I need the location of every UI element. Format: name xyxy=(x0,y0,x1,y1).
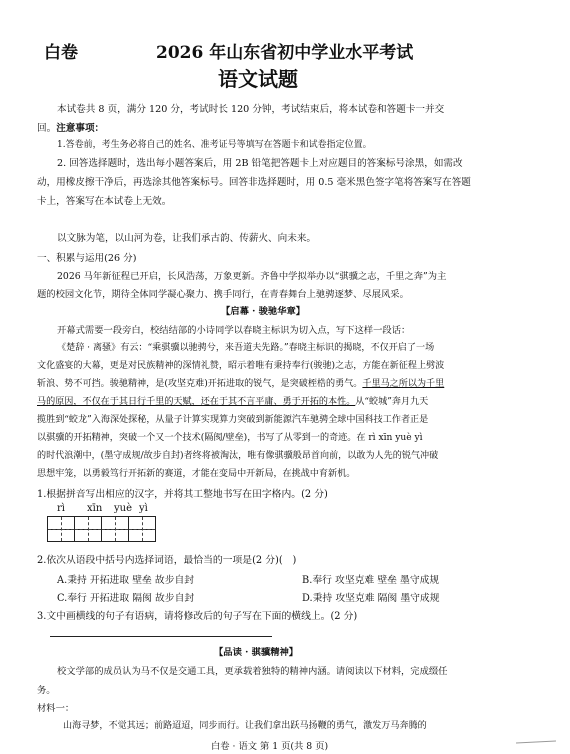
section-1-intro-line1: 2026 马年新征程已开启，长风浩荡，万象更新。齐鲁中学拟举办以“骐骥之志，千里之奔”为主 xyxy=(57,271,447,282)
passage-line-6: 揽胜到“蛟龙”入海深处探秘，从量子计算实现算力突破到新能源汽车驰骋全球中国科技工作者正是 xyxy=(37,415,429,425)
notice-item-2-line3: 卡上，答案写在本试卷上无效。 xyxy=(37,196,172,207)
notice-intro-line2 xyxy=(37,120,104,134)
tianzige-cell[interactable] xyxy=(101,516,129,542)
underlined-sentence-part1: 千里马之所以为千里 xyxy=(362,379,445,389)
notice-item-1: 1.答卷前，考生务必将自己的姓名、准考证号等填写在答题卡和试卷指定位置。 xyxy=(57,140,372,150)
section-1-intro-line2: 题的校园文化节，期待全体同学凝心聚力、携手同行，在青春舞台上驰骋逐梦、尽展风采。 xyxy=(37,289,409,300)
material-label: 材料一： xyxy=(37,703,75,714)
question-2: 2.依次从语段中括号内选择词语，最恰当的一项是(2 分)( ) xyxy=(37,555,297,566)
passage-line-8: 的时代浪潮中，(墨守成规/故步自封)者终将被淘汰，唯有像骐骥般昂首向前，以敢为人先的锐气冲破 xyxy=(37,451,439,461)
option-a[interactable]: A.秉持 开拓进取 壁垒 故步自封 xyxy=(57,575,195,586)
corner-label: 白卷 xyxy=(44,43,78,63)
exam-title: 2026 年山东省初中学业水平考试 xyxy=(156,43,414,63)
question-3: 3.文中画横线的句子有语病，请将修改后的句子写在下面的横线上。(2 分) xyxy=(37,611,358,622)
motto: 以文脉为笔，以山河为卷，让我们承古韵、传薪火、向未来。 xyxy=(57,233,317,244)
exam-subtitle: 语文试题 xyxy=(218,67,298,91)
passage-line-9: 思想牢笼，以勇毅笃行开拓新的赛道，才能在变局中开新局，在挑战中育新机。 xyxy=(37,469,356,479)
subsection-opening: 【启幕 · 骏驰华章】 xyxy=(221,306,306,317)
notice-intro-line1: 本试卷共 8 页，满分 120 分，考试时长 120 分钟，考试结束后，将本试卷和答题卡一并交 xyxy=(57,104,445,115)
option-d[interactable]: D.秉持 攻坚克难 隔阂 墨守成规 xyxy=(302,593,440,604)
section-2-intro-line2: 务。 xyxy=(37,685,56,696)
page-footer: 白卷 · 语文 第 1 页(共 8 页) xyxy=(211,741,329,752)
pinyin-1: rì xyxy=(57,503,65,514)
passage-line-4-plain: 斩浪、势不可挡。骏驰精神，是(攻坚克难)开拓进取的锐气，是突破桎梏的勇气。 xyxy=(37,379,363,389)
option-b[interactable]: B.奉行 攻坚克难 壁垒 墨守成规 xyxy=(302,575,440,586)
passage-line-5-plain: 从“蛟城”奔月九天 xyxy=(355,397,429,407)
notice-heading: 注意事项： xyxy=(56,123,105,134)
passage-line-3: 文化盛宴的大幕，更是对民族精神的深情礼赞，昭示着唯有秉持奉行(骏驰)之志，方能在新征程上劈波 xyxy=(37,361,445,371)
footer-mark xyxy=(516,740,556,746)
tianzige-grid xyxy=(47,516,155,542)
pinyin-3: yuè xyxy=(114,503,133,514)
tianzige-cell[interactable] xyxy=(74,516,102,542)
underlined-sentence-part2: 马的原因，不仅在于其日行千里的天赋，还在于其不言平庸、勇于开拓的本性。 xyxy=(37,397,356,407)
option-c[interactable]: C.奉行 开拓进取 隔阂 故步自封 xyxy=(57,593,195,604)
passage-line-4 xyxy=(37,376,444,389)
pinyin-4: yì xyxy=(139,503,148,514)
question-1: 1.根据拼音写出相应的汉字，并将其工整地书写在田字格内。(2 分) xyxy=(37,489,328,500)
pinyin-2: xīn xyxy=(87,503,103,514)
tianzige-cell[interactable] xyxy=(47,516,75,542)
section-1-heading: 一、积累与运用(26 分) xyxy=(37,253,137,264)
section-2-intro-line1: 校文学部的成员认为马不仅是交通工具，更承载着独特的精神内涵。请阅读以下材料，完成缀任 xyxy=(57,666,448,677)
notice-intro-end: 回。 xyxy=(37,123,57,134)
passage-line-5 xyxy=(37,394,428,407)
subsection-spirit: 【品读 · 骐骥精神】 xyxy=(214,647,299,658)
passage-line-2: 《楚辞 · 离骚》有云：“乘骐骥以驰骋兮，来吾道夫先路。”春晓主标识的揭晓，不仅开启了一场 xyxy=(57,343,435,353)
tianzige-cell[interactable] xyxy=(128,516,156,542)
passage-line-1: 开幕式需要一段旁白，校结结部的小诗同学以春晓主标识为切入点，写下这样一段话： xyxy=(57,325,411,336)
notice-item-2-line1: 2. 回答选择题时，选出每小题答案后，用 2B 铅笔把答题卡上对应题目的答案标号涂黑，如需改 xyxy=(57,158,463,169)
material-line-1: 山海寻梦，不觉其远；前路迢迢，同步而行。让我们拿出跃马扬鞭的勇气，激发万马奔腾的 xyxy=(63,721,427,731)
notice-item-2-line2: 动，用橡皮擦干净后，再选涂其他答案标号。回答非选择题时，用 0.5 毫米黑色签字笔将答案写在答题 xyxy=(37,177,471,188)
answer-line[interactable] xyxy=(50,636,272,637)
passage-line-7: 以骐骥的开拓精神，突破一个又一个技术(隔阂/壁垒)，书写了从零到一的奇迹。在 rì xīn yuè yì xyxy=(37,433,423,443)
